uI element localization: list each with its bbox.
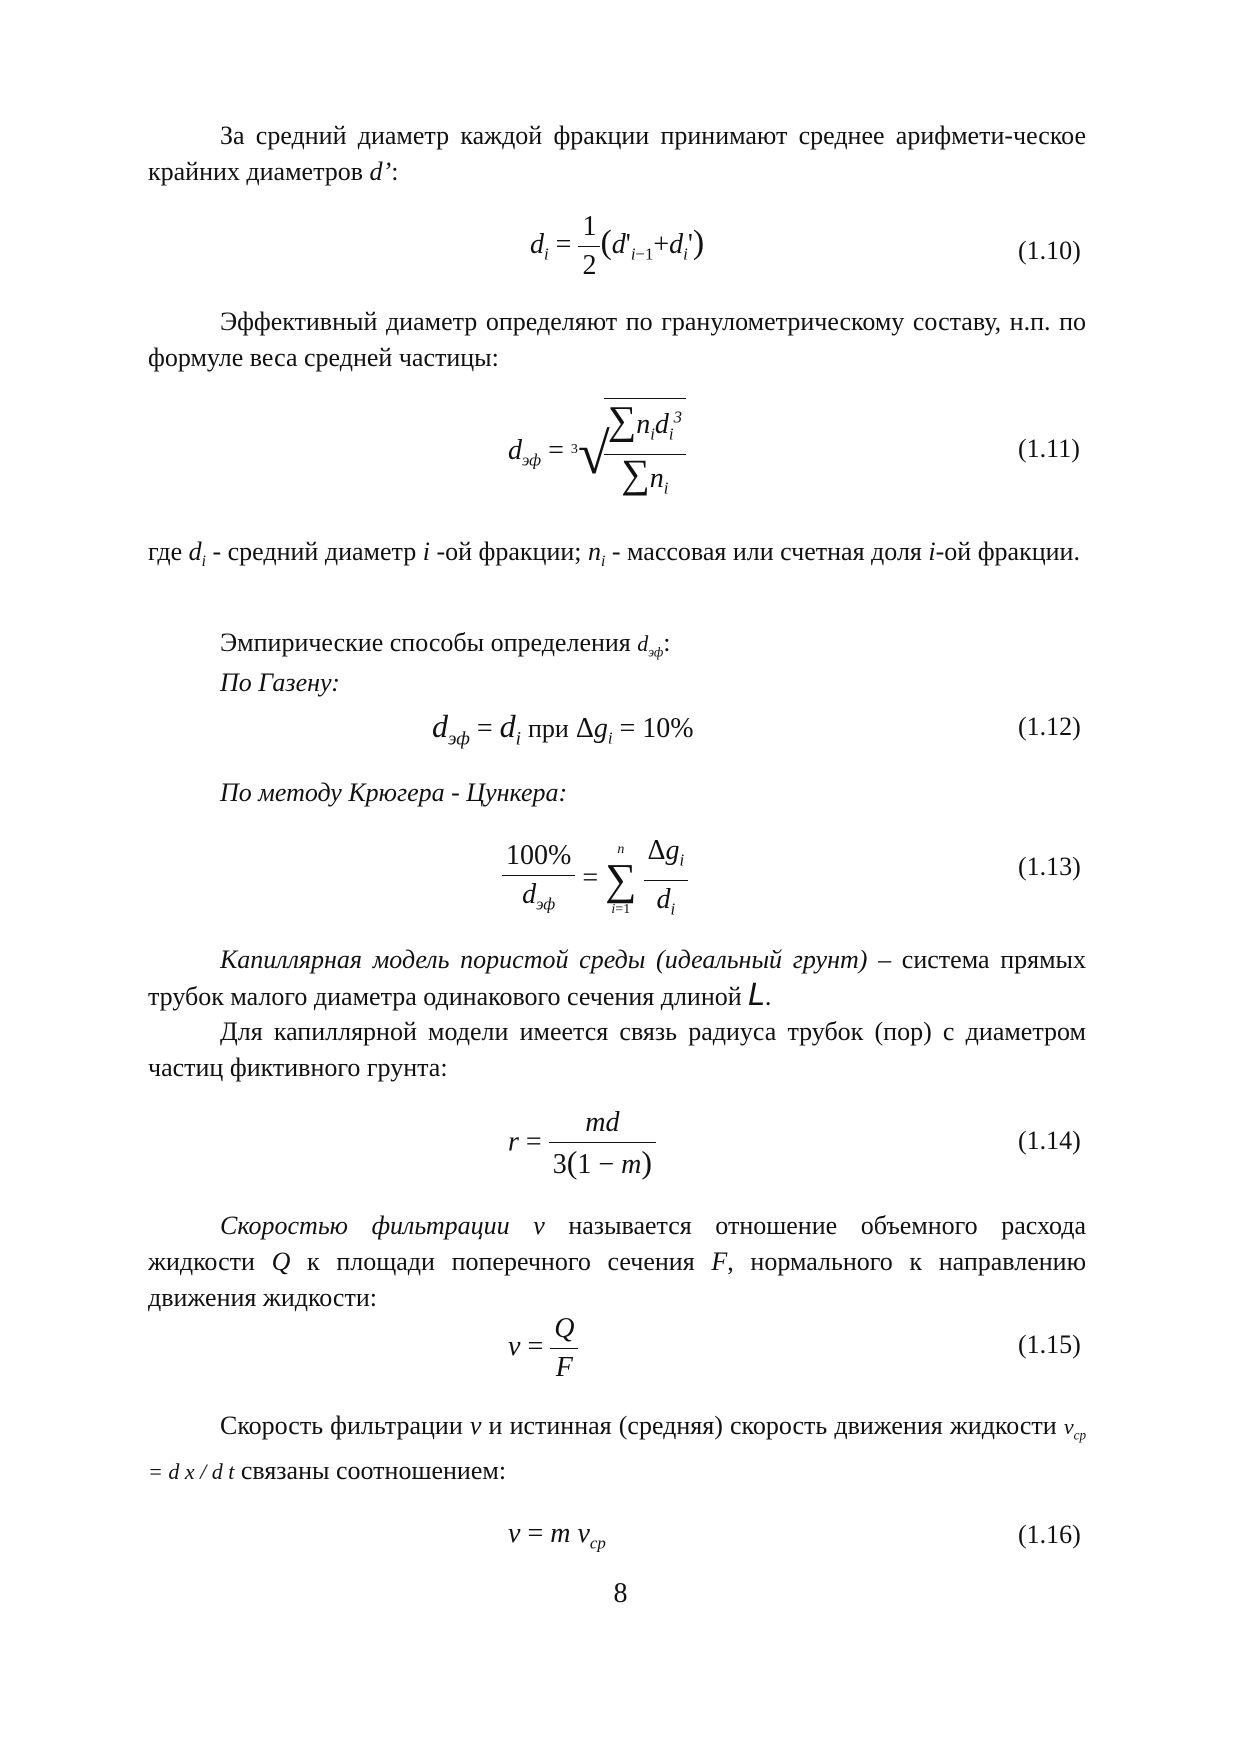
equation-1-16: v = m $v_{ср}$: [508, 1518, 606, 1553]
equation-1-15: v = $\frac{Q}{F}$: [508, 1310, 578, 1387]
paragraph-definitions: где $d_i$ - средний диаметр i -ой фракции; $n_i$ - массовая или счетная доля i-ой фракции.: [148, 537, 1080, 571]
equation-1-12: $d_{эф} = d_i$ при $\Delta g_i = 10\%$: [432, 708, 694, 750]
heading-kruger-zunker: По методу Крюгера - Цункера:: [220, 778, 568, 807]
paragraph-filtration-velocity: Скоростью фильтрации v называется отношение объемного расхода жидкости Q к площади поперечного сечения F, нормального к направлению движения жидкости:: [148, 1211, 1087, 1312]
heading-hazen: По Газену:: [220, 668, 340, 697]
equation-number-1-13: (1.13): [1018, 852, 1081, 881]
paragraph-capillary-relation: Для капиллярной модели имеется связь радиуса трубок (пор) с диаметром частиц фиктивного грунта:: [148, 1017, 1086, 1082]
equation-number-1-12: (1.12): [1018, 712, 1081, 741]
equation-number-1-11: (1.11): [1018, 434, 1080, 463]
equation-1-13: $\frac{100\%}{d_{эф}}$ = n ∑ i=1 $\frac{\Delta g_i}{d_i}$: [502, 832, 688, 928]
page-number: 8: [613, 1578, 628, 1609]
equation-number-1-16: (1.16): [1018, 1520, 1081, 1549]
equation-number-1-14: (1.14): [1018, 1126, 1081, 1155]
paragraph-capillary-model: Капиллярная модель пористой среды (идеальный грунт) – система прямых трубок малого диаметра одинакового сечения длиной L.: [148, 945, 1086, 1013]
equation-1-10: $d_i$ = $\frac{1}{2}$ $(d'_{i-1}+d_i')$: [530, 208, 704, 285]
equation-1-14: r = $\frac{md}{3(1 - m)}$: [508, 1104, 656, 1184]
paragraph-empirical-methods: Эмпирические способы определения $d_{эф}$:: [220, 628, 671, 660]
equation-number-1-15: (1.15): [1018, 1330, 1081, 1359]
paragraph-mean-diameter: За средний диаметр каждой фракции принимают среднее арифмети-ческое крайних диаметров d’:: [148, 121, 1086, 186]
paragraph-true-velocity: Скорость фильтрации v и истинная (средняя) скорость движения жидкости $v_{ср} = d$ x / d t связаны соотношением:: [148, 1411, 1087, 1486]
equation-1-11: $d_{эф} = ^3√$ $\frac{\sum n_id_i^3}{\sum n_i}$: [508, 398, 686, 508]
paragraph-effective-diameter: Эффективный диаметр определяют по гранулометрическому составу, н.п. по формуле веса средней частицы:: [148, 307, 1086, 372]
equation-number-1-10: (1.10): [1018, 236, 1081, 265]
